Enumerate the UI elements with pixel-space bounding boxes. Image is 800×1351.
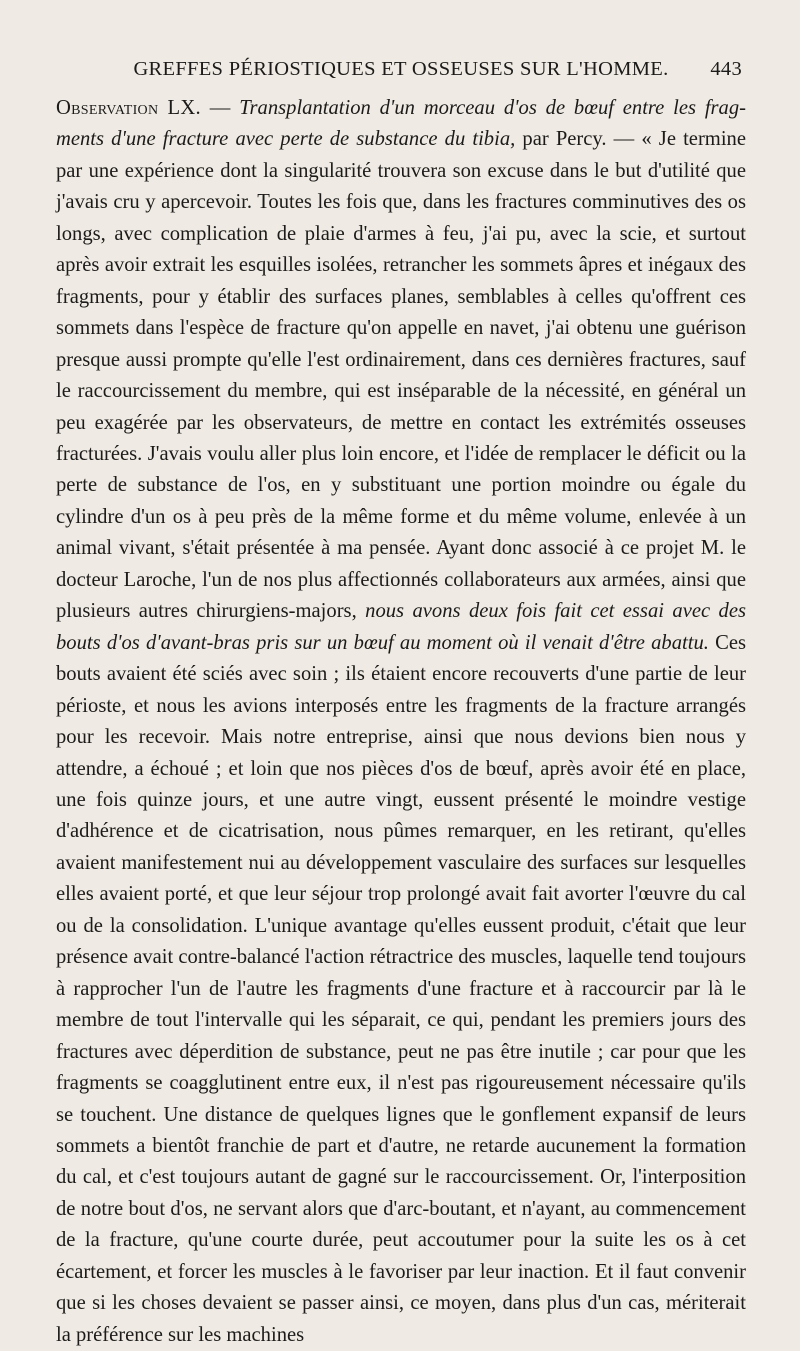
observation-text-rest: Ces bouts avaient été sciés avec soin ; ils étaient encore recouverts d'une partie de leur périoste, et nous les avions interposés entre les fragments de la fracture arrangés pour les recevoir. Mais notre entreprise, ainsi que nous devions bien nous y attendre, a échoué ; et loin que nos pièces d'os de bœuf, après avoir été en place, une fois quinze jours, et une autre vingt, eussent présenté le moindre vestige d'adhérence et de cicatrisation, nous pûmes remarquer, en les retirant, qu'elles avaient manifestement nui au développement vasculaire des surfaces sur lesquelles elles avaient porté, et que leur séjour trop prolongé avait fait avorter l'œuvre du cal ou de la consolidation. L'unique avantage qu'elles eussent produit, c'était que leur présence avait contre-balancé l'action rétractrice des muscles, laquelle tend toujours à rapprocher l'un de l'autre les fragments d'une fracture et à raccourcir par là le membre de tout l'intervalle qui les séparait, ce qui, pendant les premiers jours des fractures avec déperdition de substance, peut ne pas être inutile ; car pour que les fragments se coagglutinent entre eux, il n'est pas rigoureusement nécessaire qu'ils se touchent. Une distance de quelques lignes que le gonflement expansif de leurs sommets a bientôt franchie de part et d'autre, ne retarde aucunement la formation du cal, et c'est toujours autant de gagné sur le raccourcissement. Or, l'interposition de notre bout d'os, ne servant alors que d'arc-boutant, et n'ayant, au commencement de la fracture, qu'une courte durée, peut accoutumer pour la suite les os à cet écartement, et forcer les muscles à le favoriser par leur inaction. Et il faut convenir que si les choses devaient se passer ainsi, ce moyen, dans plus d'un cas, mériterait la préférence sur les machines	[56, 631, 746, 1346]
observation-paragraph	[56, 93, 746, 1351]
running-head	[56, 58, 746, 81]
observation-title: Transplantation d'un morceau d'os de bœuf entre les frag-ments d'une fracture avec perte de substance du tibia,	[56, 97, 747, 151]
observation-text-intro: par Percy. — « Je termine par une expérience dont la singularité trouvera son excuse dans le but d'utilité que j'avais cru y apercevoir. Toutes les fois que, dans les fractures comminutives des os longs, avec complication de plaie d'armes à feu, j'ai pu, avec la scie, et surtout après avoir extrait les esquilles isolées, retrancher les sommets âpres et inégaux des fragments, pour y établir des surfaces planes, semblables à celles qu'offrent ces sommets dans l'espèce de fracture qu'on appelle en navet, j'ai obtenu une guérison presque aussi prompte qu'elle l'est ordinairement, dans ces dernières fractures, sauf le raccourcissement du membre, qui est inséparable de la nécessité, en général un peu exagérée par les observateurs, de mettre en contact les extrémités osseuses fracturées. J'avais voulu aller plus loin encore, et l'idée de remplacer le déficit ou la perte de substance de l'os, en y substituant une portion moindre ou égale du cylindre d'un os à peu près de la même forme et du même volume, enlevée à un animal vivant, s'était présentée à ma pensée. Ayant donc associé à ce projet M. le docteur Laroche, l'un de nos plus affectionnés collaborateurs aux armées, ainsi que plusieurs autres chirurgiens-majors,	[56, 128, 746, 623]
running-title: GREFFES PÉRIOSTIQUES ET OSSEUSES SUR L'HOMME.	[133, 58, 669, 80]
observation-text-italic: nous avons deux fois fait cet essai avec des bouts d'os d'avant-bras pris sur un bœuf au moment où il venait d'être abattu.	[56, 600, 746, 654]
page-number: 443	[710, 58, 742, 80]
observation-dash: —	[200, 97, 240, 119]
observation-label: Observation LX.	[56, 97, 201, 119]
